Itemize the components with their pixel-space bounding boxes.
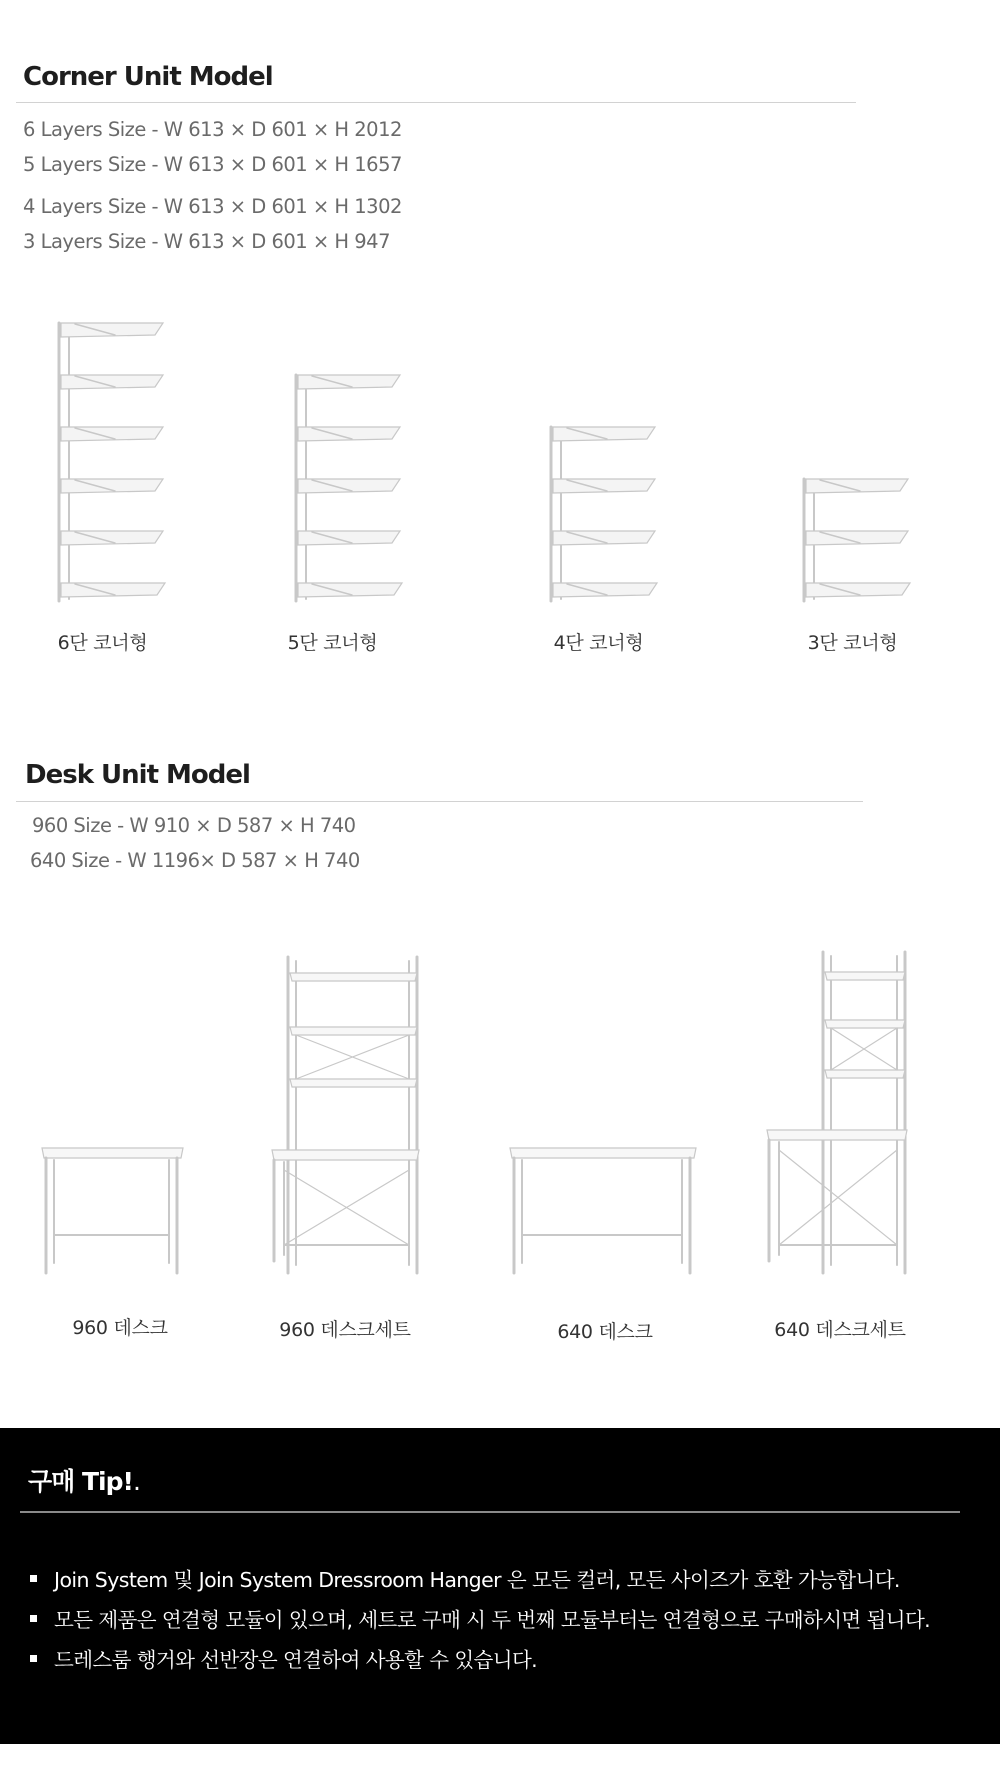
tip-title	[28, 1462, 140, 1498]
desk-set-640-image	[765, 950, 915, 1275]
corner-section-divider	[16, 102, 856, 103]
corner-caption-6: 6단 코너형	[57, 632, 148, 654]
tip-divider	[20, 1511, 960, 1513]
desk-section-title: Desk Unit Model	[25, 760, 250, 790]
corner-shelf-5-image	[292, 355, 422, 605]
bullet-icon	[30, 1615, 37, 1622]
corner-shelf-4-image	[547, 405, 677, 605]
corner-caption-4: 4단 코너형	[553, 632, 644, 654]
desk-spec-960: 960 Size - W 910 × D 587 × H 740	[32, 814, 356, 837]
tip-title-text: 구매 Tip!	[28, 1467, 133, 1496]
desk-caption-960-set: 960 데스크세트	[279, 1319, 411, 1341]
tip-item-text: 모든 제품은 연결형 모듈이 있으며, 세트로 구매 시 두 번째 모듈부터는 연결형으로 구매하시면 됩니다.	[54, 1608, 931, 1632]
desk-section-divider	[16, 801, 863, 802]
tip-item-text: Join System 및 Join System Dressroom Hanger 은 모든 컬러, 모든 사이즈가 호환 가능합니다.	[54, 1568, 900, 1592]
corner-section-title: Corner Unit Model	[23, 62, 273, 92]
tip-item-text: 드레스룸 행거와 선반장은 연결하여 사용할 수 있습니다.	[54, 1648, 538, 1672]
desk-960-image	[40, 1140, 190, 1275]
desk-spec-640: 640 Size - W 1196× D 587 × H 740	[30, 849, 360, 872]
corner-spec-5-layers: 5 Layers Size - W 613 × D 601 × H 1657	[23, 153, 402, 176]
tip-item	[30, 1643, 537, 1673]
corner-spec-4-layers: 4 Layers Size - W 613 × D 601 × H 1302	[23, 195, 402, 218]
corner-shelf-6-image	[55, 300, 185, 605]
corner-shelf-3-image	[800, 450, 930, 605]
desk-caption-640: 640 데스크	[557, 1321, 653, 1343]
corner-spec-6-layers: 6 Layers Size - W 613 × D 601 × H 2012	[23, 118, 402, 141]
desk-640-image	[508, 1140, 703, 1275]
corner-caption-3: 3단 코너형	[807, 632, 898, 654]
corner-spec-3-layers: 3 Layers Size - W 613 × D 601 × H 947	[23, 230, 390, 253]
purchase-tip-box	[0, 1428, 1000, 1744]
desk-caption-640-set: 640 데스크세트	[774, 1319, 906, 1341]
corner-caption-5: 5단 코너형	[287, 632, 378, 654]
bullet-icon	[30, 1655, 37, 1662]
tip-title-suffix: .	[132, 1467, 140, 1496]
tip-item	[30, 1563, 900, 1593]
desk-set-960-image	[270, 955, 430, 1275]
desk-caption-960: 960 데스크	[72, 1317, 168, 1339]
bullet-icon	[30, 1575, 37, 1582]
tip-item	[30, 1603, 930, 1633]
